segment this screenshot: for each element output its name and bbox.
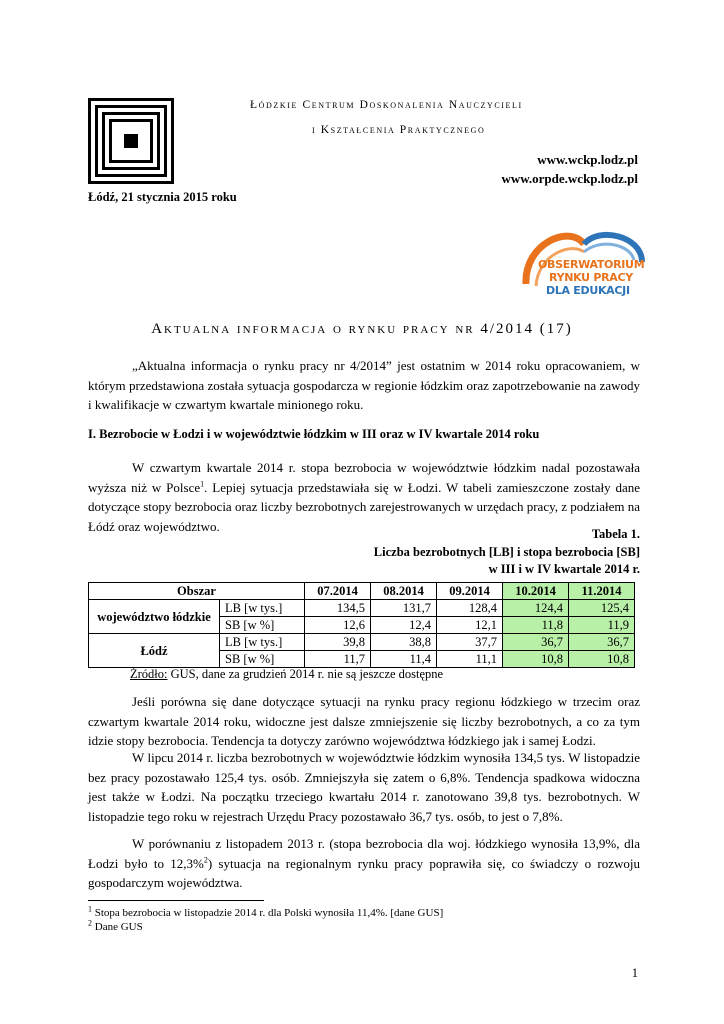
website-link-1[interactable]: www.wckp.lodz.pl [537, 152, 638, 167]
table-cell: 11,4 [371, 651, 437, 668]
table-cell: 12,6 [305, 617, 371, 634]
table-header-month: 11.2014 [569, 583, 635, 600]
place-date: Łódź, 21 stycznia 2015 roku [88, 190, 237, 204]
footnote-ref-1[interactable]: 1 [200, 479, 205, 489]
footnote-ref-2[interactable]: 2 [203, 855, 208, 865]
region-label-lodz: Łódź [89, 634, 220, 668]
table-cell: 12,1 [437, 617, 503, 634]
table-header-area: Obszar [89, 583, 305, 600]
org-name-line1: Łódzkie Centrum Doskonalenia Nauczycieli [250, 99, 523, 111]
table-caption-number: Tabela 1. [591, 527, 640, 541]
badge-line3: DLA EDUKACJI [546, 284, 630, 297]
table-cell: 39,8 [305, 634, 371, 651]
org-name-line2: i Kształcenia Praktycznego [312, 124, 486, 136]
table-header-month: 07.2014 [305, 583, 371, 600]
table-cell: 11,8 [503, 617, 569, 634]
table-caption [374, 526, 640, 579]
table-cell: 37,7 [437, 634, 503, 651]
unemployment-table [88, 582, 635, 668]
footnote-1: $^1$ Stopa bezrobocia w listopadzie 2014 r. dla Polski wynosiła 11,4%. [dane GUS] [88, 904, 444, 919]
org-logo [88, 98, 174, 184]
section1-heading: I. Bezrobocie w Łodzi i w województwie łódzkim w III oraz w IV kwartale 2014 roku [88, 427, 540, 441]
table-header-month: 09.2014 [437, 583, 503, 600]
paragraph-2: Jeśli porówna się dane dotyczące sytuacji na rynku pracy regionu łódzkiego w trzecim oraz czwartym kwartale 2014 roku, widoczne jest dalsze zmniejszenie się liczby bezrobotnych, a co za tym idzie stopy bezrobocia. Tendencja ta dotyczy zarówno województwa łódzkiego jak i samej Łodzi. [88, 694, 640, 748]
paragraph-3: W lipcu 2014 r. liczba bezrobotnych w województwie łódzkim wynosiła 134,5 tys. W listopadzie bez pracy pozostawało 125,4 tys. osób. Zmniejszyła się zatem o 6,8%. Tendencja spadkowa widoczna jest także w Łodzi. Na początku trzeciego kwartału 2014 r. zanotowano 39,8 tys. bezrobotnych. W listopadzie tego roku w rejestrach Urzędu Pracy pozostawało 36,7 tys. osób, to jest o 7,8%. [88, 750, 640, 824]
footnote-2: $^2$ Dane GUS [88, 918, 143, 933]
table-header-row [89, 583, 635, 600]
badge-line1: OBSERWATORIUM [538, 258, 645, 271]
website-link-2[interactable]: www.orpde.wckp.lodz.pl [501, 171, 638, 186]
table-cell: 134,5 [305, 600, 371, 617]
table-caption-period: w III i w IV kwartale 2014 r. [488, 562, 640, 576]
table-cell: 128,4 [437, 600, 503, 617]
observatory-badge [514, 214, 654, 314]
table-cell: 36,7 [569, 634, 635, 651]
table-header-month: 10.2014 [503, 583, 569, 600]
table-row [89, 600, 635, 617]
region-label-wojewodztwo: województwo łódzkie [89, 600, 220, 634]
footnotes [88, 906, 443, 934]
measure-label: LB [w tys.] [220, 634, 305, 651]
table-cell: 36,7 [503, 634, 569, 651]
intro-paragraph: „Aktualna informacja o rynku pracy nr 4/2014” jest ostatnim w 2014 roku opracowaniem, w którym przedstawiona została sytuacja gospodarcza w regionie łódzkim oraz zapotrzebowanie na zawody i kwalifikacje w czwartym kwartale minionego roku. [88, 358, 640, 412]
table-header-month: 08.2014 [371, 583, 437, 600]
paragraph-4: W porównaniu z listopadem 2013 r. (stopa bezrobocia dla woj. łódzkiego wynosiła 13,9%, dla Łodzi było to 12,3%$^2$) sytuacja na regionalnym rynku pracy poprawiła się, co świadczy o rozwoju gospodarczym województwa. [88, 836, 640, 890]
table-cell: 11,7 [305, 651, 371, 668]
table-cell: 12,4 [371, 617, 437, 634]
table-cell: 131,7 [371, 600, 437, 617]
measure-label: SB [w %] [220, 617, 305, 634]
badge-line2: RYNKU PRACY [549, 271, 633, 284]
table-cell: 10,8 [503, 651, 569, 668]
measure-label: SB [w %] [220, 651, 305, 668]
table-cell: 11,1 [437, 651, 503, 668]
table-cell: 38,8 [371, 634, 437, 651]
table-cell: 10,8 [569, 651, 635, 668]
table-cell: 11,9 [569, 617, 635, 634]
measure-label: LB [w tys.] [220, 600, 305, 617]
table-row [89, 634, 635, 651]
page-title: Aktualna informacja o rynku pracy nr 4/2014 (17) [151, 321, 573, 337]
section1-paragraph: W czwartym kwartale 2014 r. stopa bezrobocia w województwie łódzkim nadal pozostawała wyższa niż w Polsce$^1$. Lepiej sytuacja przedstawiała się w Łodzi. W tabeli zamieszczone zostały dane dotyczące stopy bezrobocia oraz liczby bezrobotnych zarejestrowanych w urzędach pracy, z podziałem na Łódź oraz województwo. [88, 460, 641, 534]
source-label: Źródło: [130, 667, 168, 681]
table-cell: 125,4 [569, 600, 635, 617]
page-number: 1 [631, 966, 638, 980]
table-cell: 124,4 [503, 600, 569, 617]
footnote-divider [88, 900, 264, 901]
table-source: Źródło: GUS, dane za grudzień 2014 r. nie są jeszcze dostępne [130, 667, 444, 681]
table-caption-title: Liczba bezrobotnych [LB] i stopa bezrobocia [SB] [373, 544, 640, 559]
